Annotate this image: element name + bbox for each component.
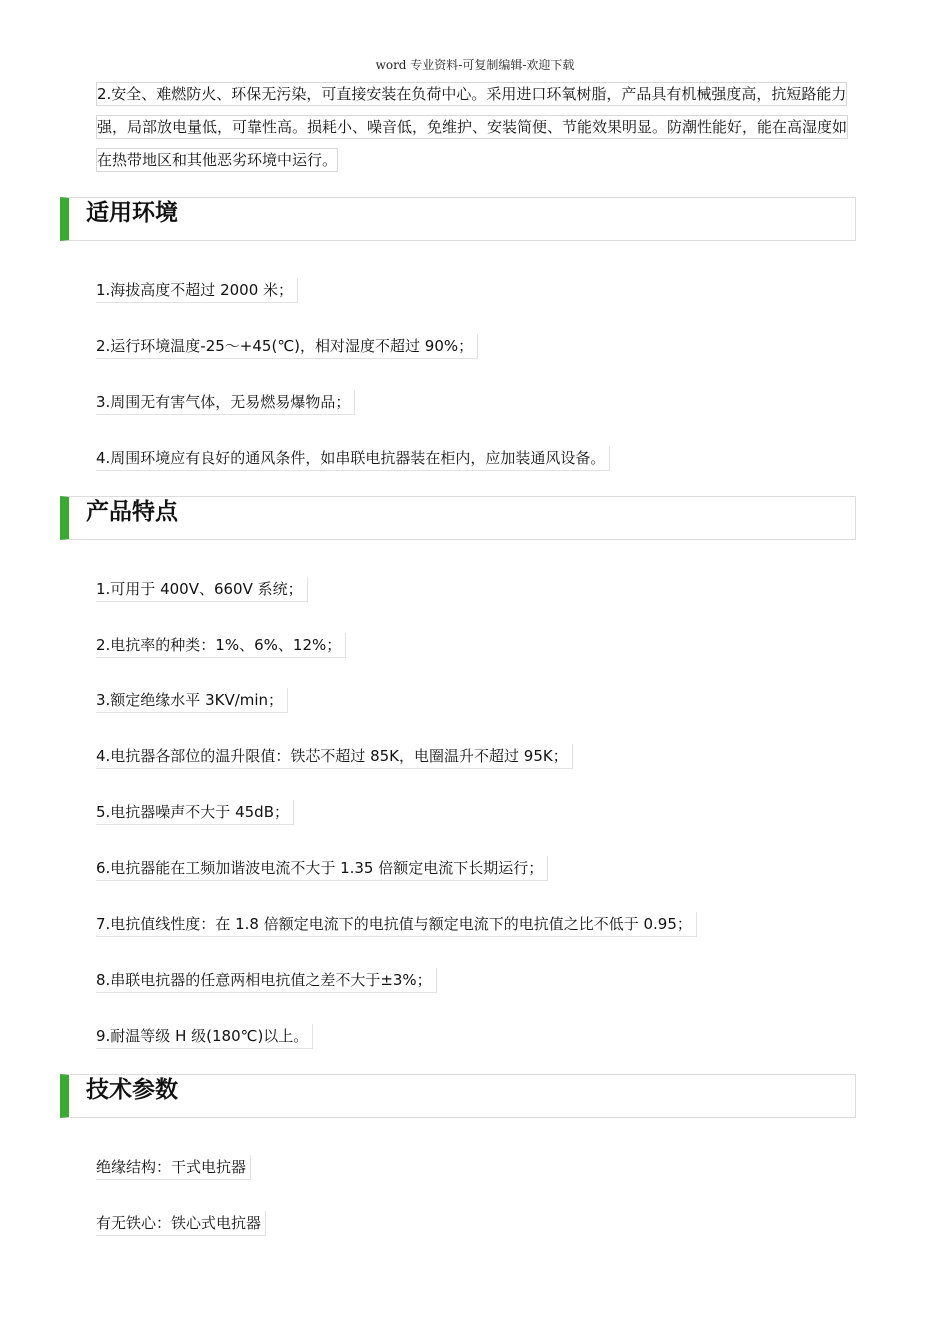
- section-heading-environment: [60, 197, 856, 241]
- list-item: 7.电抗值线性度：在 1.8 倍额定电流下的电抗值与额定电流下的电抗值之比不低于 0.95；: [96, 912, 697, 937]
- list-item: 2.电抗率的种类：1%、6%、12%；: [96, 633, 346, 658]
- section-title: 技术参数: [86, 1077, 178, 1103]
- list-item: 1.可用于 400V、660V 系统；: [96, 577, 308, 602]
- list-item: 2.运行环境温度-25～+45(℃)，相对湿度不超过 90%；: [96, 334, 478, 359]
- list-item: 5.电抗器噪声不大于 45dB；: [96, 800, 294, 825]
- list-item: 8.串联电抗器的任意两相电抗值之差不大于±3%；: [96, 968, 437, 993]
- section-title: 适用环境: [86, 200, 178, 226]
- intro-text: 2.安全、难燃防火、环保无污染，可直接安装在负荷中心。采用进口环氧树脂，产品具有机械强度高，抗短路能力强，局部放电量低，可靠性高。损耗小、噪音低，免维护、安装简便、节能效果明显。防潮性能好，能在高湿度如在热带地区和其他恶劣环境中运行。: [96, 82, 848, 172]
- list-item: 6.电抗器能在工频加谐波电流不大于 1.35 倍额定电流下长期运行；: [96, 856, 548, 881]
- list-item: 有无铁心：铁心式电抗器: [96, 1211, 266, 1236]
- intro-paragraph: [96, 78, 856, 177]
- list-item: 3.周围无有害气体，无易燃易爆物品；: [96, 390, 355, 415]
- list-item: 3.额定绝缘水平 3KV/min；: [96, 688, 288, 713]
- list-item: 4.电抗器各部位的温升限值：铁芯不超过 85K，电圈温升不超过 95K；: [96, 744, 573, 769]
- list-item: 4.周围环境应有良好的通风条件，如串联电抗器装在柜内，应加装通风设备。: [96, 446, 610, 471]
- page-header: word 专业资料-可复制编辑-欢迎下载: [375, 58, 575, 72]
- list-item: 1.海拔高度不超过 2000 米；: [96, 278, 298, 303]
- section-heading-specs: [60, 1074, 856, 1118]
- list-item: 绝缘结构：干式电抗器: [96, 1155, 251, 1180]
- section-heading-features: [60, 496, 856, 540]
- list-item: 9.耐温等级 H 级(180℃)以上。: [96, 1024, 313, 1049]
- section-title: 产品特点: [86, 499, 178, 525]
